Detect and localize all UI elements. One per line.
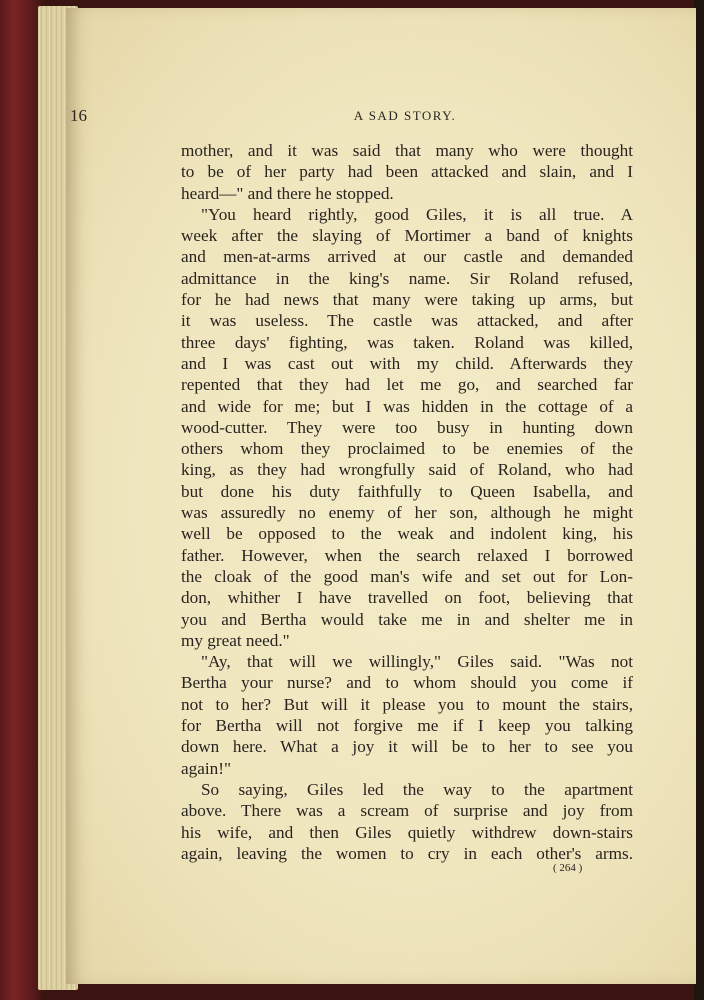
text-line: for he had news that many were taking up arms, but	[181, 290, 633, 310]
text-line: Bertha your nurse? and to whom should you come if	[181, 673, 633, 693]
text-line: to be of her party had been attacked and slain, and I	[181, 162, 633, 182]
text-line: don, whither I have travelled on foot, believing that	[181, 588, 633, 608]
text-line: again!"	[181, 758, 231, 778]
text-line: three days' fighting, was taken. Roland was killed,	[181, 332, 633, 352]
text-line: and men-at-arms arrived at our castle and demanded	[181, 247, 633, 267]
text-line: So saying, Giles led the way to the apartment	[201, 779, 633, 799]
text-line: again, leaving the women to cry in each other's arms.	[181, 843, 633, 863]
running-head: A SAD STORY.	[353, 108, 457, 123]
text-line: for Bertha will not forgive me if I keep you talking	[181, 716, 633, 736]
text-line: "You heard rightly, good Giles, it is all true. A	[201, 204, 633, 224]
text-line: his wife, and then Giles quietly withdrew down-stairs	[181, 822, 633, 842]
page-stamp: ( 264 )	[553, 862, 583, 874]
text-line: above. There was a scream of surprise and joy from	[181, 801, 633, 821]
text-line: you and Bertha would take me in and shelter me in	[181, 609, 633, 629]
text-line: father. However, when the search relaxed I borrowed	[181, 545, 633, 565]
text-line: down here. What a joy it will be to her to see you	[181, 737, 633, 757]
text-line: week after the slaying of Mortimer a band of knights	[181, 226, 633, 246]
text-line: "Ay, that will we willingly," Giles said. "Was not	[201, 652, 633, 672]
text-line: repented that they had let me go, and searched far	[181, 375, 633, 395]
text-line: not to her? But will it please you to mount the stairs,	[181, 694, 633, 714]
text-line: but done his duty faithfully to Queen Isabella, and	[181, 481, 633, 501]
text-line: well be opposed to the weak and indolent king, his	[181, 524, 633, 544]
text-line: the cloak of the good man's wife and set out for Lon-	[181, 566, 633, 586]
text-line: heard—" and there he stopped.	[181, 183, 394, 203]
text-line: it was useless. The castle was attacked, and after	[181, 311, 633, 331]
text-line: others whom they proclaimed to be enemies of the	[181, 439, 633, 459]
text-line: and I was cast out with my child. Afterwards they	[181, 353, 633, 373]
text-line: was assuredly no enemy of her son, although he might	[181, 503, 633, 523]
text-line: my great need."	[181, 630, 290, 650]
text-line: king, as they had wrongfully said of Roland, who had	[181, 460, 633, 480]
text-line: wood-cutter. They were too busy in hunting down	[181, 417, 633, 437]
text-line: and wide for me; but I was hidden in the cottage of a	[181, 396, 633, 416]
body-text	[181, 140, 633, 864]
page-number: 16	[70, 106, 87, 125]
text-line: mother, and it was said that many who were thought	[181, 141, 633, 160]
text-line: admittance in the king's name. Sir Roland refused,	[181, 268, 633, 288]
